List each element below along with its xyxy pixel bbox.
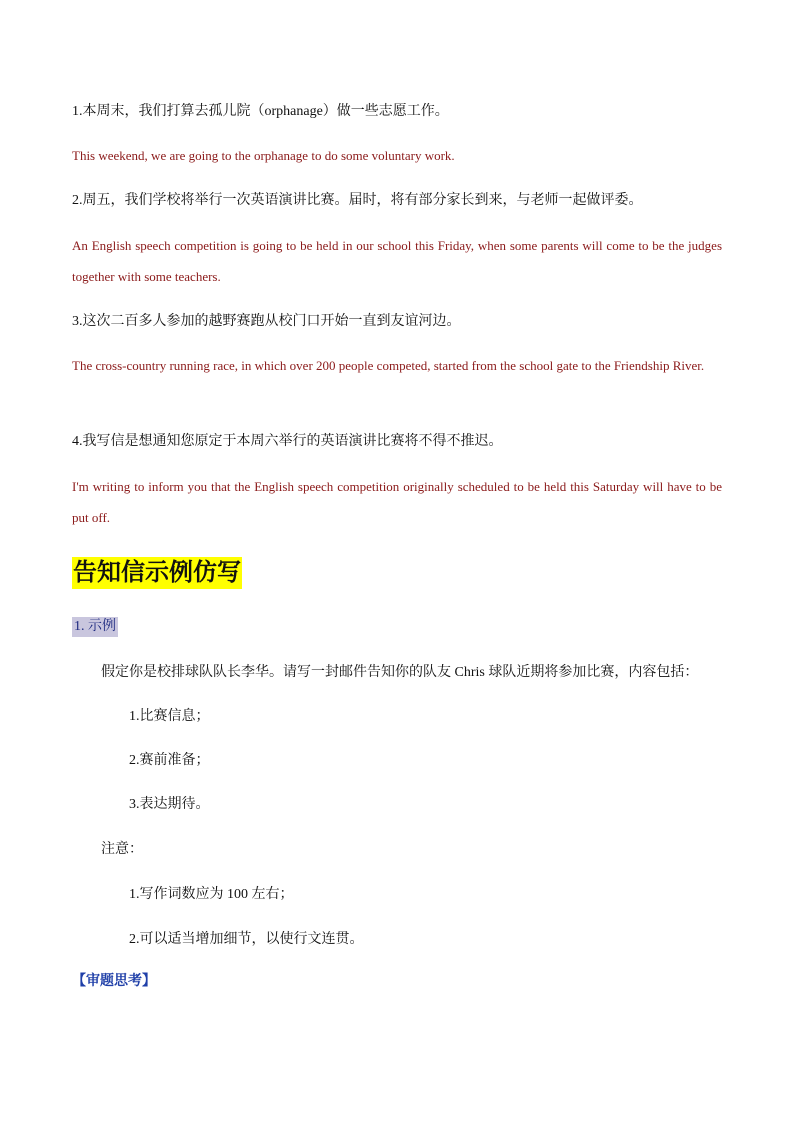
example-2-english: An English speech competition is going to be held in our school this Friday, when some parents will come to be the judges together with some teachers. <box>72 238 722 284</box>
subsection-label: 1. 示例 <box>72 617 118 637</box>
note-2: 2.可以适当增加细节，以使行文连贯。 <box>129 932 364 947</box>
example-1-english: This weekend, we are going to the orphanage to do some voluntary work. <box>72 148 455 163</box>
example-2-chinese: 2.周五，我们学校将举行一次英语演讲比赛。届时，将有部分家长到来，与老师一起做评委。 <box>72 193 643 208</box>
task-point-1: 1.比赛信息； <box>129 709 210 724</box>
note-1: 1.写作词数应为 100 左右； <box>129 887 294 902</box>
task-point-3: 3.表达期待。 <box>129 797 210 812</box>
thinking-label: 【审题思考】 <box>72 974 156 989</box>
section-heading: 告知信示例仿写 <box>72 557 242 589</box>
notes-label: 注意： <box>101 842 143 857</box>
example-4-english: I'm writing to inform you that the English speech competition originally scheduled to be held this Saturday will have to be put off. <box>72 479 722 525</box>
example-1-chinese: 1.本周末，我们打算去孤儿院（orphanage）做一些志愿工作。 <box>72 104 449 119</box>
example-4-chinese: 4.我写信是想通知您原定于本周六举行的英语演讲比赛将不得不推迟。 <box>72 434 503 449</box>
example-3-chinese: 3.这次二百多人参加的越野赛跑从校门口开始一直到友谊河边。 <box>72 314 461 329</box>
task-prompt: 假定你是校排球队队长李华。请写一封邮件告知你的队友 Chris 球队近期将参加比赛，内容包括： <box>101 665 699 680</box>
example-3-english: The cross-country running race, in which over 200 people competed, started from the school gate to the Friendship River. <box>72 358 705 373</box>
task-point-2: 2.赛前准备； <box>129 753 210 768</box>
